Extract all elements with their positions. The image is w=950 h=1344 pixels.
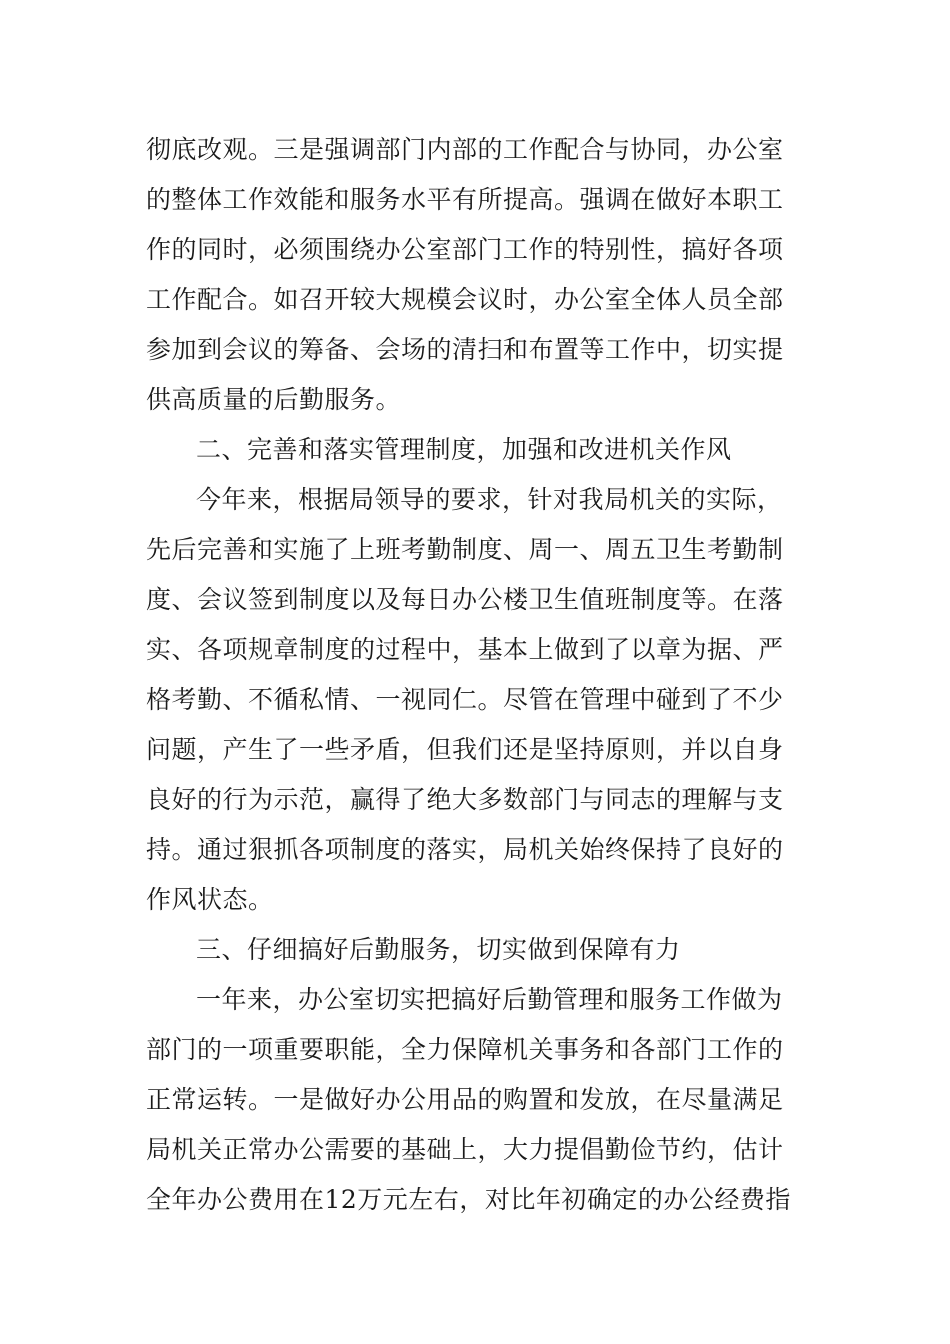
text-line: 作风状态。 (146, 885, 274, 914)
section-heading: 三、仔细搞好后勤服务，切实做到保障有力 (196, 935, 681, 964)
text-line: 供高质量的后勤服务。 (146, 385, 402, 414)
text-line: 先后完善和实施了上班考勤制度、周一、周五卫生考勤制 (146, 535, 784, 564)
text-line: 全年办公费用在12万元左右，对比年初确定的办公经费指 (146, 1185, 791, 1214)
text-line: 部门的一项重要职能，全力保障机关事务和各部门工作的 (146, 1035, 784, 1064)
text-line: 局机关正常办公需要的基础上，大力提倡勤俭节约，估计 (146, 1135, 784, 1164)
text-line: 彻底改观。三是强调部门内部的工作配合与协同，办公室 (146, 135, 784, 164)
text-line: 今年来，根据局领导的要求，针对我局机关的实际， (196, 485, 783, 514)
text-line: 度、会议签到制度以及每日办公楼卫生值班制度等。在落 (146, 585, 784, 614)
text-line: 正常运转。一是做好办公用品的购置和发放，在尽量满足 (146, 1085, 784, 1114)
text-line: 问题，产生了一些矛盾，但我们还是坚持原则，并以自身 (146, 735, 784, 764)
text-line: 工作配合。如召开较大规模会议时，办公室全体人员全部 (146, 285, 784, 314)
text-line: 格考勤、不循私情、一视同仁。尽管在管理中碰到了不少 (146, 685, 784, 714)
section-heading: 二、完善和落实管理制度，加强和改进机关作风 (196, 435, 732, 464)
text-line: 参加到会议的筹备、会场的清扫和布置等工作中，切实提 (146, 335, 784, 364)
text-line: 持。通过狠抓各项制度的落实，局机关始终保持了良好的 (146, 835, 784, 864)
text-line: 一年来，办公室切实把搞好后勤管理和服务工作做为 (196, 985, 783, 1014)
text-line: 良好的行为示范，赢得了绝大多数部门与同志的理解与支 (146, 785, 784, 814)
text-line: 的整体工作效能和服务水平有所提高。强调在做好本职工 (146, 185, 784, 214)
text-line: 作的同时，必须围绕办公室部门工作的特别性，搞好各项 (146, 235, 784, 264)
text-line: 实、各项规章制度的过程中，基本上做到了以章为据、严 (146, 635, 784, 664)
